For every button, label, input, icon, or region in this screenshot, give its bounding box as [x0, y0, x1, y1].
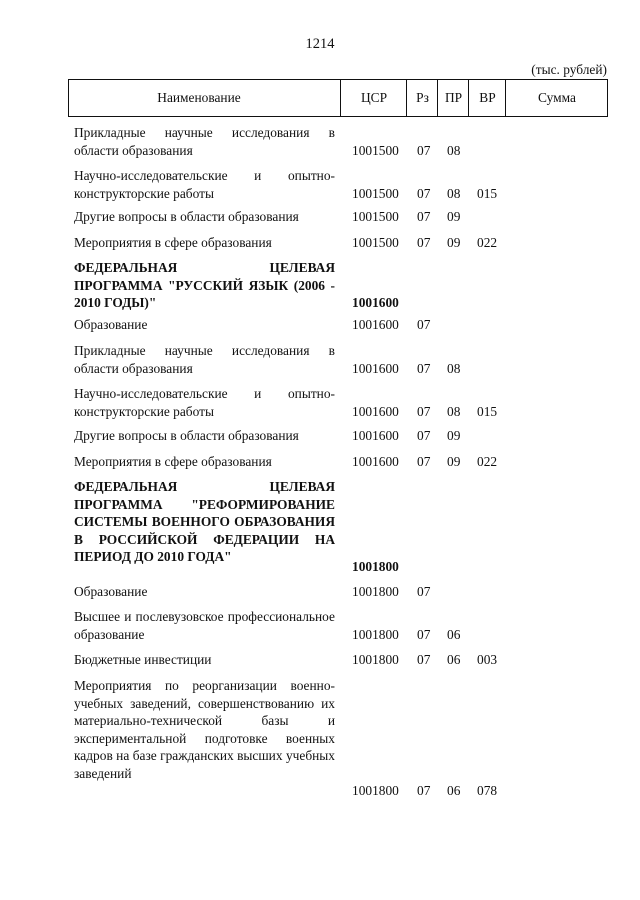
row-name: Научно-исследовательские и опытно-конструкторские работы: [74, 386, 335, 419]
row-name: ФЕДЕРАЛЬНАЯ ЦЕЛЕВАЯ ПРОГРАММА "РУССКИЙ ЯЗЫК (2006 - 2010 ГОДЫ)": [74, 260, 335, 310]
row-pr: 08: [447, 360, 461, 376]
row-rz: 07: [417, 142, 431, 158]
row-pr: 09: [447, 454, 461, 469]
row-csr: 1001800: [352, 783, 399, 798]
row-pr: 09: [447, 209, 461, 224]
row-csr: 1001800: [352, 652, 399, 667]
row-csr: 1001500: [352, 209, 399, 224]
page-number: 1214: [305, 36, 335, 52]
row-csr: 1001500: [352, 185, 399, 201]
row-rz: 07: [417, 209, 431, 224]
row-rz: 07: [417, 185, 431, 201]
row-name: Образование: [74, 317, 148, 332]
row-csr: 1001800: [352, 559, 399, 574]
row-name: Бюджетные инвестиции: [74, 652, 212, 667]
header-rz: Рз: [406, 80, 438, 116]
row-name: Мероприятия в сфере образования: [74, 235, 272, 250]
row-pr: 06: [447, 652, 461, 667]
row-pr: 08: [447, 142, 461, 158]
row-name: Прикладные научные исследования в области образования: [74, 343, 335, 376]
row-rz: 07: [417, 360, 431, 376]
row-name: Прикладные научные исследования в области образования: [74, 125, 335, 158]
row-name: Другие вопросы в области образования: [74, 209, 299, 224]
row-csr: 1001800: [352, 584, 399, 599]
row-vr: 022: [477, 454, 498, 469]
row-vr: 003: [477, 652, 498, 667]
header-vr: ВР: [468, 80, 506, 116]
row-vr: 015: [477, 403, 498, 419]
table-header: [68, 79, 608, 117]
row-pr: 08: [447, 185, 461, 201]
row-rz: 07: [417, 652, 431, 667]
row-csr: 1001500: [352, 235, 399, 250]
row-csr: 1001600: [352, 360, 399, 376]
row-csr: 1001600: [352, 403, 399, 419]
row-csr: 1001600: [352, 295, 399, 310]
row-csr: 1001800: [352, 626, 399, 642]
row-rz: 07: [417, 584, 431, 599]
row-pr: 06: [447, 783, 461, 798]
row-name: ФЕДЕРАЛЬНАЯ ЦЕЛЕВАЯ ПРОГРАММА "РЕФОРМИРОВАНИЕ СИСТЕМЫ ВОЕННОГО ОБРАЗОВАНИЯ В РОССИЙСКОЙ ФЕДЕРАЦИИ НА ПЕРИОД ДО 2010 ГОДА": [74, 479, 335, 564]
row-csr: 1001500: [352, 142, 399, 158]
row-pr: 06: [447, 626, 461, 642]
header-sum: Сумма: [505, 80, 608, 116]
row-vr: 022: [477, 235, 498, 250]
header-pr: ПР: [437, 80, 469, 116]
row-name: Высшее и послевузовское профессиональное образование: [74, 609, 335, 642]
header-csr: ЦСР: [340, 80, 407, 116]
row-csr: 1001600: [352, 428, 399, 443]
row-rz: 07: [417, 626, 431, 642]
row-rz: 07: [417, 403, 431, 419]
row-pr: 09: [447, 428, 461, 443]
row-name: Мероприятия по реорганизации военно-учебных заведений, совершенствованию их материально-технической базы и экспериментальной подготовке военных кадров на базе гражданских высших учебных заведений: [74, 678, 335, 781]
units-label: (тыс. рублей): [531, 62, 607, 77]
row-rz: 07: [417, 317, 431, 332]
row-pr: 08: [447, 403, 461, 419]
row-csr: 1001600: [352, 454, 399, 469]
header-name: Наименование: [157, 90, 241, 105]
row-rz: 07: [417, 783, 431, 798]
row-csr: 1001600: [352, 317, 399, 332]
row-name: Образование: [74, 584, 148, 599]
row-name: Мероприятия в сфере образования: [74, 454, 272, 469]
row-name: Научно-исследовательские и опытно-конструкторские работы: [74, 168, 335, 201]
row-rz: 07: [417, 428, 431, 443]
row-rz: 07: [417, 235, 431, 250]
row-vr: 078: [477, 783, 498, 798]
row-rz: 07: [417, 454, 431, 469]
row-name: Другие вопросы в области образования: [74, 428, 299, 443]
row-pr: 09: [447, 235, 461, 250]
row-vr: 015: [477, 185, 498, 201]
